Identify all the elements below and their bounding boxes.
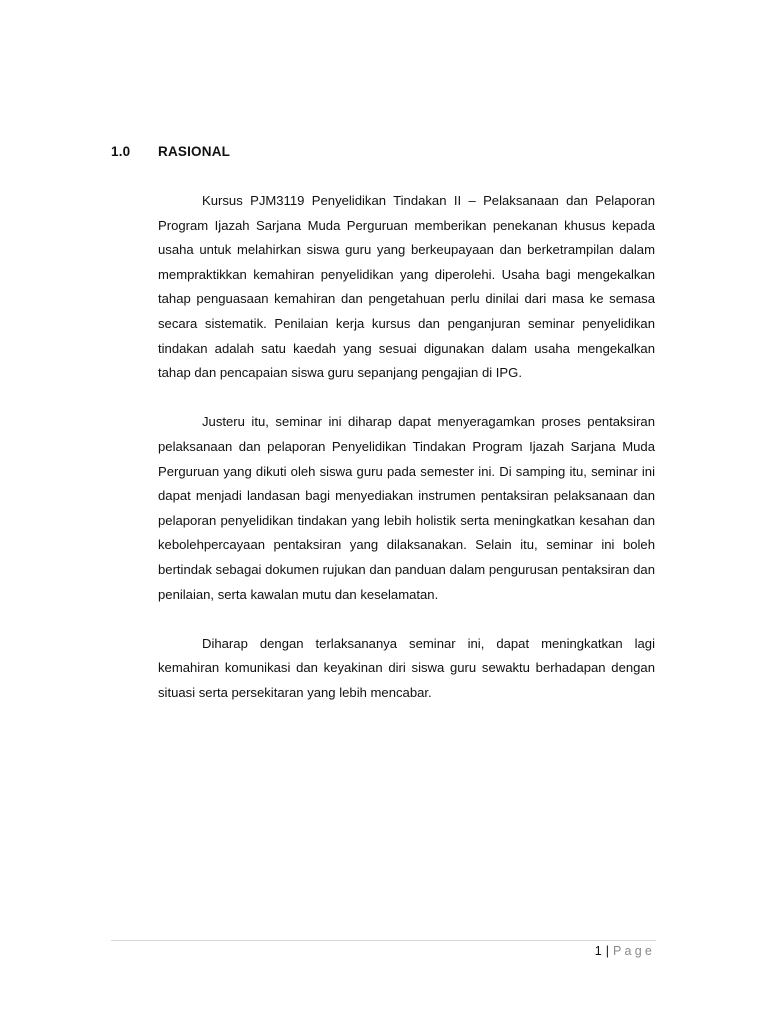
page-separator: | (605, 944, 609, 958)
paragraph-2: Justeru itu, seminar ini diharap dapat menyeragamkan proses pentaksiran pelaksanaan dan pelaporan Penyelidikan Tindakan Program Ijazah Sarjana Muda Perguruan yang dikuti oleh siswa guru pada semester ini. Di samping itu, seminar ini dapat menjadi landasan bagi menyediakan instrumen pentaksiran pelaksanaan dan pelaporan penyelidikan tindakan yang lebih holistik serta meningkatkan kesahan dan kebolehpercayaan pentaksiran yang dilaksanakan. Selain itu, seminar ini boleh bertindak sebagai dokumen rujukan dan panduan dalam pengurusan pentaksiran dan penilaian, serta kawalan mutu dan keselamatan. (158, 414, 655, 602)
page-number: 1 (594, 944, 602, 958)
section-title: RASIONAL (158, 144, 231, 159)
body-text (158, 189, 655, 730)
page-label: Page (613, 944, 655, 958)
section-number: 1.0 (111, 144, 131, 159)
footer-divider (111, 940, 656, 941)
section-heading (111, 144, 230, 159)
paragraph-1: Kursus PJM3119 Penyelidikan Tindakan II – Pelaksanaan dan Pelaporan Program Ijazah Sarjana Muda Perguruan memberikan penekanan khusus kepada usaha untuk melahirkan siswa guru yang berkeupayaan dan berketrampilan dalam mempraktikkan kemahiran penyelidikan yang diperolehi. Usaha bagi mengekalkan tahap penguasaan kemahiran dan pengetahuan perlu dinilai dari masa ke semasa secara sistematik. Penilaian kerja kursus dan penganjuran seminar penyelidikan tindakan adalah satu kaedah yang sesuai digunakan dalam usaha mengekalkan tahap dan pencapaian siswa guru sepanjang pengajian di IPG. (158, 193, 655, 381)
page-footer (595, 944, 655, 958)
paragraph-3: Diharap dengan terlaksananya seminar ini, dapat meningkatkan lagi kemahiran komunikasi dan keyakinan diri siswa guru sewaktu berhadapan dengan situasi serta persekitaran yang lebih mencabar. (158, 635, 655, 700)
